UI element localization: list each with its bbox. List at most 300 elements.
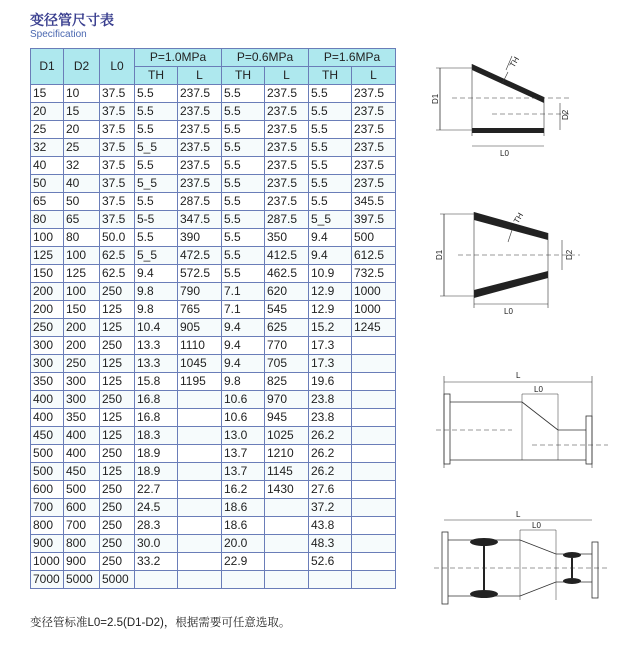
cell-th-1-0mpa: 5.5 (135, 103, 178, 121)
cell-th-0-6mpa: 18.6 (222, 499, 265, 517)
cell-l-1-0mpa: 390 (178, 229, 222, 247)
cell-d1: 7000 (31, 571, 64, 589)
cell-th-0-6mpa: 5.5 (222, 229, 265, 247)
cell-l-0-6mpa (265, 517, 309, 535)
cell-th-0-6mpa: 13.7 (222, 463, 265, 481)
cell-th-1-6mpa: 17.3 (309, 337, 352, 355)
table-row (31, 445, 396, 463)
cell-l-1-6mpa: 237.5 (352, 85, 396, 103)
cell-l-0-6mpa: 545 (265, 301, 309, 319)
cell-d2: 15 (64, 103, 100, 121)
cell-l-1-0mpa (178, 553, 222, 571)
footnote: 变径管标准L0=2.5(D1-D2)，根据需要可任意选取。 (30, 617, 291, 629)
cell-d1: 700 (31, 499, 64, 517)
table-row (31, 535, 396, 553)
cell-th-1-0mpa (135, 571, 178, 589)
table-row (31, 571, 396, 589)
table-row (31, 247, 396, 265)
cell-d2: 50 (64, 193, 100, 211)
cell-th-1-0mpa: 28.3 (135, 517, 178, 535)
cell-l-1-6mpa: 732.5 (352, 265, 396, 283)
cell-l0: 37.5 (100, 175, 135, 193)
cell-l0: 125 (100, 355, 135, 373)
cell-th-1-0mpa: 5_5 (135, 175, 178, 193)
cell-l-1-0mpa: 1045 (178, 355, 222, 373)
cell-l0: 37.5 (100, 211, 135, 229)
cell-d1: 40 (31, 157, 64, 175)
table-row (31, 391, 396, 409)
cell-d1: 400 (31, 391, 64, 409)
cell-l-0-6mpa: 237.5 (265, 139, 309, 157)
cell-th-1-0mpa: 10.4 (135, 319, 178, 337)
cell-th-1-6mpa: 23.8 (309, 409, 352, 427)
cell-l-1-0mpa (178, 481, 222, 499)
cell-th-1-6mpa (309, 571, 352, 589)
concentric-reducer-diagram (432, 200, 592, 320)
cell-l-1-6mpa: 237.5 (352, 121, 396, 139)
cell-d2: 900 (64, 553, 100, 571)
cell-d2: 300 (64, 391, 100, 409)
cell-l-1-0mpa (178, 409, 222, 427)
cell-l-1-6mpa (352, 373, 396, 391)
cell-d2: 800 (64, 535, 100, 553)
table-row (31, 85, 396, 103)
cell-d2: 80 (64, 229, 100, 247)
cell-d2: 300 (64, 373, 100, 391)
cell-th-1-6mpa: 12.9 (309, 301, 352, 319)
cell-l0: 125 (100, 373, 135, 391)
cell-th-1-6mpa: 5.5 (309, 103, 352, 121)
cell-l-1-0mpa: 905 (178, 319, 222, 337)
cell-th-1-0mpa: 9.8 (135, 301, 178, 319)
cell-d1: 800 (31, 517, 64, 535)
cell-th-1-0mpa: 30.0 (135, 535, 178, 553)
cell-d1: 25 (31, 121, 64, 139)
cell-l-1-6mpa (352, 499, 396, 517)
cell-l-1-0mpa: 237.5 (178, 85, 222, 103)
cell-th-1-6mpa: 10.9 (309, 265, 352, 283)
cell-l-1-6mpa: 237.5 (352, 103, 396, 121)
cell-th-1-6mpa: 23.8 (309, 391, 352, 409)
cell-d2: 10 (64, 85, 100, 103)
cell-d1: 125 (31, 247, 64, 265)
cell-d1: 200 (31, 283, 64, 301)
cell-l-0-6mpa: 825 (265, 373, 309, 391)
cell-l0: 62.5 (100, 247, 135, 265)
cell-th-1-6mpa: 5.5 (309, 85, 352, 103)
cell-th-1-0mpa: 5.5 (135, 121, 178, 139)
label-d2: D2 (565, 249, 574, 260)
cell-l-0-6mpa: 237.5 (265, 85, 309, 103)
cell-th-1-6mpa: 27.6 (309, 481, 352, 499)
cell-l-0-6mpa: 1430 (265, 481, 309, 499)
cell-l0: 250 (100, 535, 135, 553)
cell-l-0-6mpa: 237.5 (265, 193, 309, 211)
cell-l0: 37.5 (100, 193, 135, 211)
cell-l-1-0mpa: 237.5 (178, 121, 222, 139)
cell-th-1-6mpa: 5.5 (309, 193, 352, 211)
header-th: TH (135, 67, 178, 85)
table-row (31, 229, 396, 247)
cell-l-0-6mpa: 237.5 (265, 157, 309, 175)
flanged-eccentric-reducer-diagram (432, 368, 612, 476)
cell-th-1-6mpa: 5.5 (309, 175, 352, 193)
table-row (31, 355, 396, 373)
cell-l-0-6mpa (265, 571, 309, 589)
label-l0: L0 (534, 385, 543, 394)
cell-th-1-6mpa: 48.3 (309, 535, 352, 553)
cell-th-0-6mpa: 5.5 (222, 211, 265, 229)
cell-th-1-6mpa: 15.2 (309, 319, 352, 337)
table-row (31, 265, 396, 283)
cell-d2: 20 (64, 121, 100, 139)
cell-l-1-0mpa: 572.5 (178, 265, 222, 283)
cell-th-0-6mpa: 22.9 (222, 553, 265, 571)
header-group-1-6mpa: P=1.6MPa (309, 49, 396, 67)
cell-th-0-6mpa: 20.0 (222, 535, 265, 553)
cell-l-1-0mpa: 1110 (178, 337, 222, 355)
cell-l-1-6mpa: 1245 (352, 319, 396, 337)
cell-th-0-6mpa: 10.6 (222, 391, 265, 409)
header-group-0-6mpa: P=0.6MPa (222, 49, 309, 67)
cell-th-0-6mpa: 9.4 (222, 337, 265, 355)
cell-l-1-0mpa (178, 445, 222, 463)
cell-th-1-0mpa: 5.5 (135, 85, 178, 103)
cell-l0: 250 (100, 499, 135, 517)
cell-th-1-6mpa: 5_5 (309, 211, 352, 229)
cell-l0: 250 (100, 391, 135, 409)
cell-d2: 350 (64, 409, 100, 427)
cell-th-0-6mpa: 7.1 (222, 301, 265, 319)
table-body (31, 85, 396, 589)
cell-th-1-6mpa: 12.9 (309, 283, 352, 301)
cell-d2: 25 (64, 139, 100, 157)
label-d1: D1 (435, 249, 444, 260)
eccentric-reducer-diagram (432, 48, 592, 158)
cell-d1: 350 (31, 373, 64, 391)
cell-l-1-0mpa (178, 535, 222, 553)
cell-th-0-6mpa: 7.1 (222, 283, 265, 301)
cell-l-0-6mpa: 705 (265, 355, 309, 373)
cell-th-1-6mpa: 37.2 (309, 499, 352, 517)
cell-l0: 250 (100, 283, 135, 301)
table-row (31, 409, 396, 427)
cell-l-1-0mpa: 237.5 (178, 175, 222, 193)
table-row (31, 517, 396, 535)
cell-d2: 100 (64, 283, 100, 301)
cell-th-0-6mpa: 5.5 (222, 175, 265, 193)
cell-th-1-0mpa: 15.8 (135, 373, 178, 391)
cell-l-1-0mpa: 472.5 (178, 247, 222, 265)
cell-th-1-6mpa: 17.3 (309, 355, 352, 373)
cell-d1: 32 (31, 139, 64, 157)
cell-l-1-6mpa (352, 535, 396, 553)
cell-th-1-6mpa: 19.6 (309, 373, 352, 391)
cell-l-1-6mpa: 612.5 (352, 247, 396, 265)
cell-th-0-6mpa: 13.7 (222, 445, 265, 463)
cell-th-1-0mpa: 24.5 (135, 499, 178, 517)
cell-th-1-0mpa: 5_5 (135, 139, 178, 157)
cell-th-0-6mpa: 5.5 (222, 139, 265, 157)
cell-d1: 400 (31, 409, 64, 427)
cell-d2: 40 (64, 175, 100, 193)
header-d1: D1 (31, 49, 64, 85)
cell-l-0-6mpa: 237.5 (265, 103, 309, 121)
header-d2: D2 (64, 49, 100, 85)
cell-th-0-6mpa: 5.5 (222, 157, 265, 175)
label-l: L (516, 371, 521, 380)
cell-l0: 250 (100, 337, 135, 355)
cell-d1: 50 (31, 175, 64, 193)
cell-d1: 150 (31, 265, 64, 283)
header-th: TH (309, 67, 352, 85)
cell-l-0-6mpa: 237.5 (265, 175, 309, 193)
table-row (31, 373, 396, 391)
cell-l-0-6mpa: 412.5 (265, 247, 309, 265)
cell-l0: 125 (100, 409, 135, 427)
cell-l-0-6mpa: 625 (265, 319, 309, 337)
header-th: TH (222, 67, 265, 85)
cell-l-1-0mpa: 765 (178, 301, 222, 319)
cell-d1: 250 (31, 319, 64, 337)
cell-th-1-0mpa: 18.3 (135, 427, 178, 445)
cell-l-0-6mpa (265, 499, 309, 517)
cell-l-0-6mpa (265, 535, 309, 553)
label-th: TH (507, 55, 522, 69)
cell-th-0-6mpa: 18.6 (222, 517, 265, 535)
table-row (31, 499, 396, 517)
table-row (31, 121, 396, 139)
header-l: L (352, 67, 396, 85)
cell-d1: 1000 (31, 553, 64, 571)
cell-l-1-0mpa: 287.5 (178, 193, 222, 211)
cell-th-1-0mpa: 5_5 (135, 247, 178, 265)
cell-l0: 250 (100, 517, 135, 535)
cell-th-1-0mpa: 5.5 (135, 193, 178, 211)
cell-l0: 37.5 (100, 85, 135, 103)
page-subtitle: Specification (30, 29, 87, 40)
table-row (31, 319, 396, 337)
table-row (31, 301, 396, 319)
cell-d2: 700 (64, 517, 100, 535)
cell-l-0-6mpa: 287.5 (265, 211, 309, 229)
cell-l-1-6mpa: 1000 (352, 283, 396, 301)
cell-th-1-0mpa: 16.8 (135, 391, 178, 409)
cell-th-1-0mpa: 16.8 (135, 409, 178, 427)
cell-l0: 5000 (100, 571, 135, 589)
cell-l-1-0mpa: 237.5 (178, 103, 222, 121)
cell-d2: 600 (64, 499, 100, 517)
cell-l-0-6mpa: 1025 (265, 427, 309, 445)
cell-th-1-0mpa: 13.3 (135, 355, 178, 373)
page-title: 变径管尺寸表 (30, 12, 114, 28)
cell-th-1-6mpa: 9.4 (309, 247, 352, 265)
cell-th-1-6mpa: 52.6 (309, 553, 352, 571)
cell-th-1-0mpa: 9.8 (135, 283, 178, 301)
cell-th-1-6mpa: 5.5 (309, 157, 352, 175)
label-d2: D2 (561, 109, 570, 120)
cell-l0: 37.5 (100, 139, 135, 157)
header-group-1-0mpa: P=1.0MPa (135, 49, 222, 67)
cell-l-1-6mpa (352, 409, 396, 427)
cell-l-1-0mpa: 347.5 (178, 211, 222, 229)
cell-l0: 125 (100, 301, 135, 319)
cell-th-1-0mpa: 18.9 (135, 463, 178, 481)
cell-th-1-6mpa: 5.5 (309, 139, 352, 157)
cell-d2: 450 (64, 463, 100, 481)
cell-l-1-6mpa (352, 445, 396, 463)
cell-d1: 300 (31, 337, 64, 355)
cell-th-1-0mpa: 18.9 (135, 445, 178, 463)
header-l: L (178, 67, 222, 85)
cell-l-0-6mpa: 350 (265, 229, 309, 247)
cell-th-1-0mpa: 5.5 (135, 157, 178, 175)
cell-l0: 125 (100, 463, 135, 481)
cell-d2: 250 (64, 355, 100, 373)
cell-th-0-6mpa: 5.5 (222, 265, 265, 283)
cell-d1: 100 (31, 229, 64, 247)
cell-d2: 125 (64, 265, 100, 283)
label-l: L (516, 510, 521, 519)
cell-th-1-6mpa: 9.4 (309, 229, 352, 247)
cell-l-1-0mpa: 1195 (178, 373, 222, 391)
cell-l-1-6mpa (352, 553, 396, 571)
cell-l-1-6mpa (352, 355, 396, 373)
cell-l-1-6mpa (352, 427, 396, 445)
cell-d1: 300 (31, 355, 64, 373)
cell-d2: 200 (64, 319, 100, 337)
cell-d2: 400 (64, 445, 100, 463)
cell-th-0-6mpa: 5.5 (222, 193, 265, 211)
cell-l-1-0mpa (178, 499, 222, 517)
table-row (31, 553, 396, 571)
cell-l-1-6mpa: 237.5 (352, 157, 396, 175)
cell-l0: 37.5 (100, 157, 135, 175)
cell-d1: 500 (31, 445, 64, 463)
cell-d2: 65 (64, 211, 100, 229)
cell-d2: 400 (64, 427, 100, 445)
cell-l-1-0mpa (178, 517, 222, 535)
cell-d2: 200 (64, 337, 100, 355)
cell-th-0-6mpa: 5.5 (222, 103, 265, 121)
cell-th-0-6mpa: 5.5 (222, 85, 265, 103)
cell-th-0-6mpa: 5.5 (222, 121, 265, 139)
cell-th-0-6mpa: 9.4 (222, 319, 265, 337)
cell-th-0-6mpa (222, 571, 265, 589)
cell-l-1-6mpa (352, 391, 396, 409)
table-row (31, 175, 396, 193)
cell-th-1-0mpa: 22.7 (135, 481, 178, 499)
cell-l0: 50.0 (100, 229, 135, 247)
cell-l0: 37.5 (100, 121, 135, 139)
table-row (31, 337, 396, 355)
cell-th-1-6mpa: 26.2 (309, 445, 352, 463)
cell-th-1-6mpa: 43.8 (309, 517, 352, 535)
cell-l-1-6mpa: 500 (352, 229, 396, 247)
cell-d2: 100 (64, 247, 100, 265)
cell-th-0-6mpa: 13.0 (222, 427, 265, 445)
cell-l-1-6mpa: 345.5 (352, 193, 396, 211)
cell-d2: 150 (64, 301, 100, 319)
label-th: TH (511, 211, 526, 225)
cell-th-0-6mpa: 5.5 (222, 247, 265, 265)
table-row (31, 481, 396, 499)
cell-l-0-6mpa: 1145 (265, 463, 309, 481)
table-row (31, 463, 396, 481)
cell-th-1-0mpa: 33.2 (135, 553, 178, 571)
label-l0: L0 (532, 521, 541, 530)
cell-l-1-0mpa (178, 463, 222, 481)
cell-th-0-6mpa: 16.2 (222, 481, 265, 499)
cell-l-1-6mpa: 237.5 (352, 175, 396, 193)
cell-l-0-6mpa: 237.5 (265, 121, 309, 139)
flanged-concentric-reducer-diagram (432, 508, 612, 612)
cell-l-1-0mpa (178, 427, 222, 445)
cell-l-1-0mpa (178, 391, 222, 409)
cell-l-0-6mpa: 620 (265, 283, 309, 301)
cell-l-0-6mpa: 945 (265, 409, 309, 427)
cell-d1: 900 (31, 535, 64, 553)
cell-l0: 125 (100, 319, 135, 337)
cell-d2: 32 (64, 157, 100, 175)
cell-l-1-0mpa: 790 (178, 283, 222, 301)
cell-l-0-6mpa: 462.5 (265, 265, 309, 283)
table-row (31, 103, 396, 121)
header-l: L (265, 67, 309, 85)
cell-d1: 200 (31, 301, 64, 319)
cell-th-1-0mpa: 5.5 (135, 229, 178, 247)
specification-table (30, 48, 396, 589)
cell-l0: 125 (100, 427, 135, 445)
cell-d1: 20 (31, 103, 64, 121)
cell-l-1-6mpa (352, 481, 396, 499)
cell-d1: 500 (31, 463, 64, 481)
cell-l0: 250 (100, 445, 135, 463)
cell-l-1-6mpa: 237.5 (352, 139, 396, 157)
header-l0: L0 (100, 49, 135, 85)
cell-l-1-6mpa: 397.5 (352, 211, 396, 229)
cell-th-0-6mpa: 9.8 (222, 373, 265, 391)
cell-l0: 37.5 (100, 103, 135, 121)
cell-th-1-0mpa: 9.4 (135, 265, 178, 283)
cell-l-1-0mpa: 237.5 (178, 157, 222, 175)
cell-l-0-6mpa: 1210 (265, 445, 309, 463)
cell-l0: 62.5 (100, 265, 135, 283)
cell-l-0-6mpa: 970 (265, 391, 309, 409)
cell-d1: 600 (31, 481, 64, 499)
cell-d2: 500 (64, 481, 100, 499)
cell-d1: 65 (31, 193, 64, 211)
cell-d1: 15 (31, 85, 64, 103)
cell-l-1-6mpa (352, 571, 396, 589)
table-row (31, 157, 396, 175)
cell-l-1-6mpa (352, 463, 396, 481)
cell-th-1-0mpa: 5-5 (135, 211, 178, 229)
table-row (31, 139, 396, 157)
cell-l-1-6mpa (352, 337, 396, 355)
cell-l-1-0mpa (178, 571, 222, 589)
cell-l-1-0mpa: 237.5 (178, 139, 222, 157)
cell-th-0-6mpa: 9.4 (222, 355, 265, 373)
table-row (31, 211, 396, 229)
table-row (31, 283, 396, 301)
cell-d1: 80 (31, 211, 64, 229)
cell-d1: 450 (31, 427, 64, 445)
cell-l0: 250 (100, 481, 135, 499)
table-row (31, 427, 396, 445)
cell-th-1-6mpa: 5.5 (309, 121, 352, 139)
label-d1: D1 (431, 93, 440, 104)
